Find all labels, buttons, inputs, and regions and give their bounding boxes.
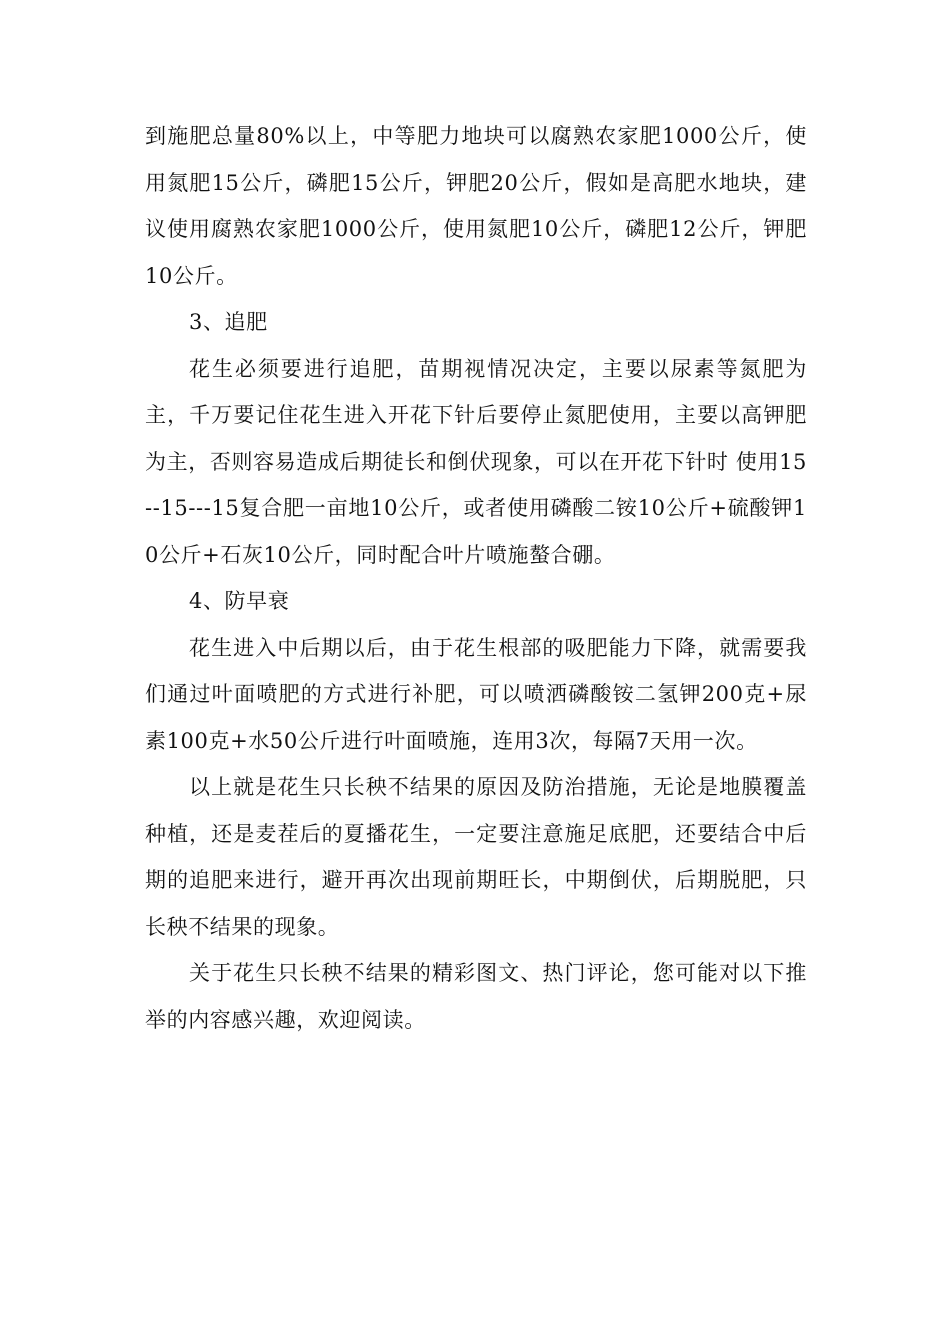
paragraph-base-fertilizer-continued: 到施肥总量80%以上，中等肥力地块可以腐熟农家肥1000公斤，使用氮肥15公斤，磷肥15公斤，钾肥20公斤，假如是高肥水地块，建议使用腐熟农家肥1000公斤，使用氮肥10公斤，磷肥12公斤，钾肥10公斤。 [145,124,807,288]
paragraph-recommendation: 关于花生只长秧不结果的精彩图文、热门评论，您可能对以下推举的内容感兴趣，欢迎阅读。 [145,961,807,1032]
paragraph-topdressing: 花生必须要进行追肥，苗期视情况决定，主要以尿素等氮肥为主，千万要记住花生进入开花下针后要停止氮肥使用，主要以高钾肥为主，否则容易造成后期徒长和倒伏现象，可以在开花下针时 使用15--15---15复合肥一亩地10公斤，或者使用磷酸二铵10公斤+硫酸钾10公斤+石灰10公斤，同时配合叶片喷施螯合硼。 [145,356,807,567]
paragraph-prevent-early-decline: 花生进入中后期以后，由于花生根部的吸肥能力下降，就需要我们通过叶面喷肥的方式进行补肥，可以喷洒磷酸铵二氢钾200克+尿素100克+水50公斤进行叶面喷施，连用3次，每隔7天用一次。 [145,635,807,753]
paragraph-summary: 以上就是花生只长秧不结果的原因及防治措施，无论是地膜覆盖种植，还是麦茬后的夏播花生，一定要注意施足底肥，还要结合中后期的追肥来进行，避开再次出现前期旺长，中期倒伏，后期脱肥，只长秧不结果的现象。 [145,775,807,939]
document-body [145,113,807,1043]
section-heading-topdressing: 3、追肥 [189,310,268,334]
section-heading-prevent-early-decline: 4、防早衰 [189,589,290,613]
